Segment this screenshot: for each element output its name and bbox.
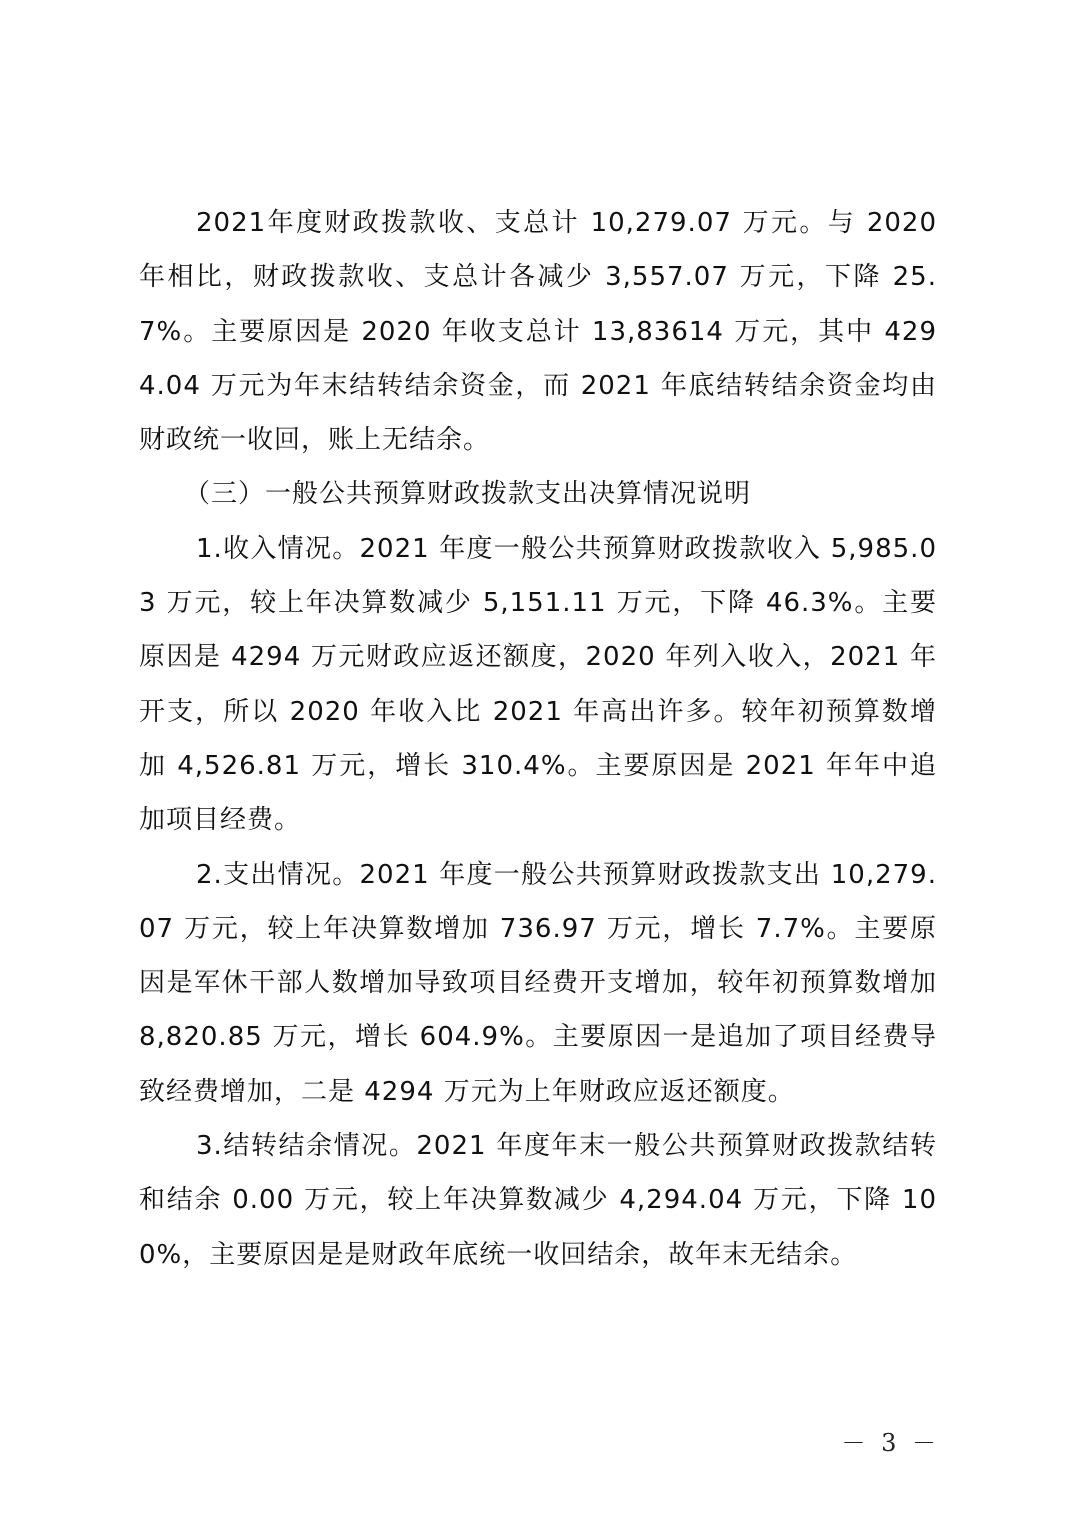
body-text bbox=[139, 196, 937, 1282]
paragraph-income: 1.收入情况。2021 年度一般公共预算财政拨款收入 5,985.03 万元，较上年决算数减少 5,151.11 万元，下降 46.3%。主要原因是 4294 万元财政应返还额度，2020 年列入收入，2021 年开支，所以 2020 年收入比 2021 年高出许多。较年初预算数增加 4,526.81 万元，增长 310.4%。主要原因是 2021 年年中追加项目经费。 bbox=[139, 533, 937, 836]
paragraph-fiscal-total: 2021年度财政拨款收、支总计 10,279.07 万元。与 2020 年相比，财政拨款收、支总计各减少 3,557.07 万元，下降 25.7%。主要原因是 2020 年收支总计 13,83614 万元，其中 4294.04 万元为年末结转结余资金，而 2021 年底结转结余资金均由财政统一收回，账上无结余。 bbox=[139, 208, 937, 456]
paragraph-expenditure: 2.支出情况。2021 年度一般公共预算财政拨款支出 10,279.07 万元，较上年决算数增加 736.97 万元，增长 7.7%。主要原因是军休干部人数增加导致项目经费开支增加，较年初预算数增加 8,820.85 万元，增长 604.9%。主要原因一是追加了项目经费导致经费增加，二是 4294 万元为上年财政应返还额度。 bbox=[139, 859, 937, 1107]
paragraph-carryover: 3.结转结余情况。2021 年度年末一般公共预算财政拨款结转和结余 0.00 万元，较上年决算数减少 4,294.04 万元，下降 100%，主要原因是是财政年底统一收回结余，故年末无结余。 bbox=[139, 1131, 937, 1270]
section-heading: （三）一般公共预算财政拨款支出决算情况说明 bbox=[184, 479, 752, 510]
page-number: － 3 － bbox=[841, 1429, 940, 1457]
